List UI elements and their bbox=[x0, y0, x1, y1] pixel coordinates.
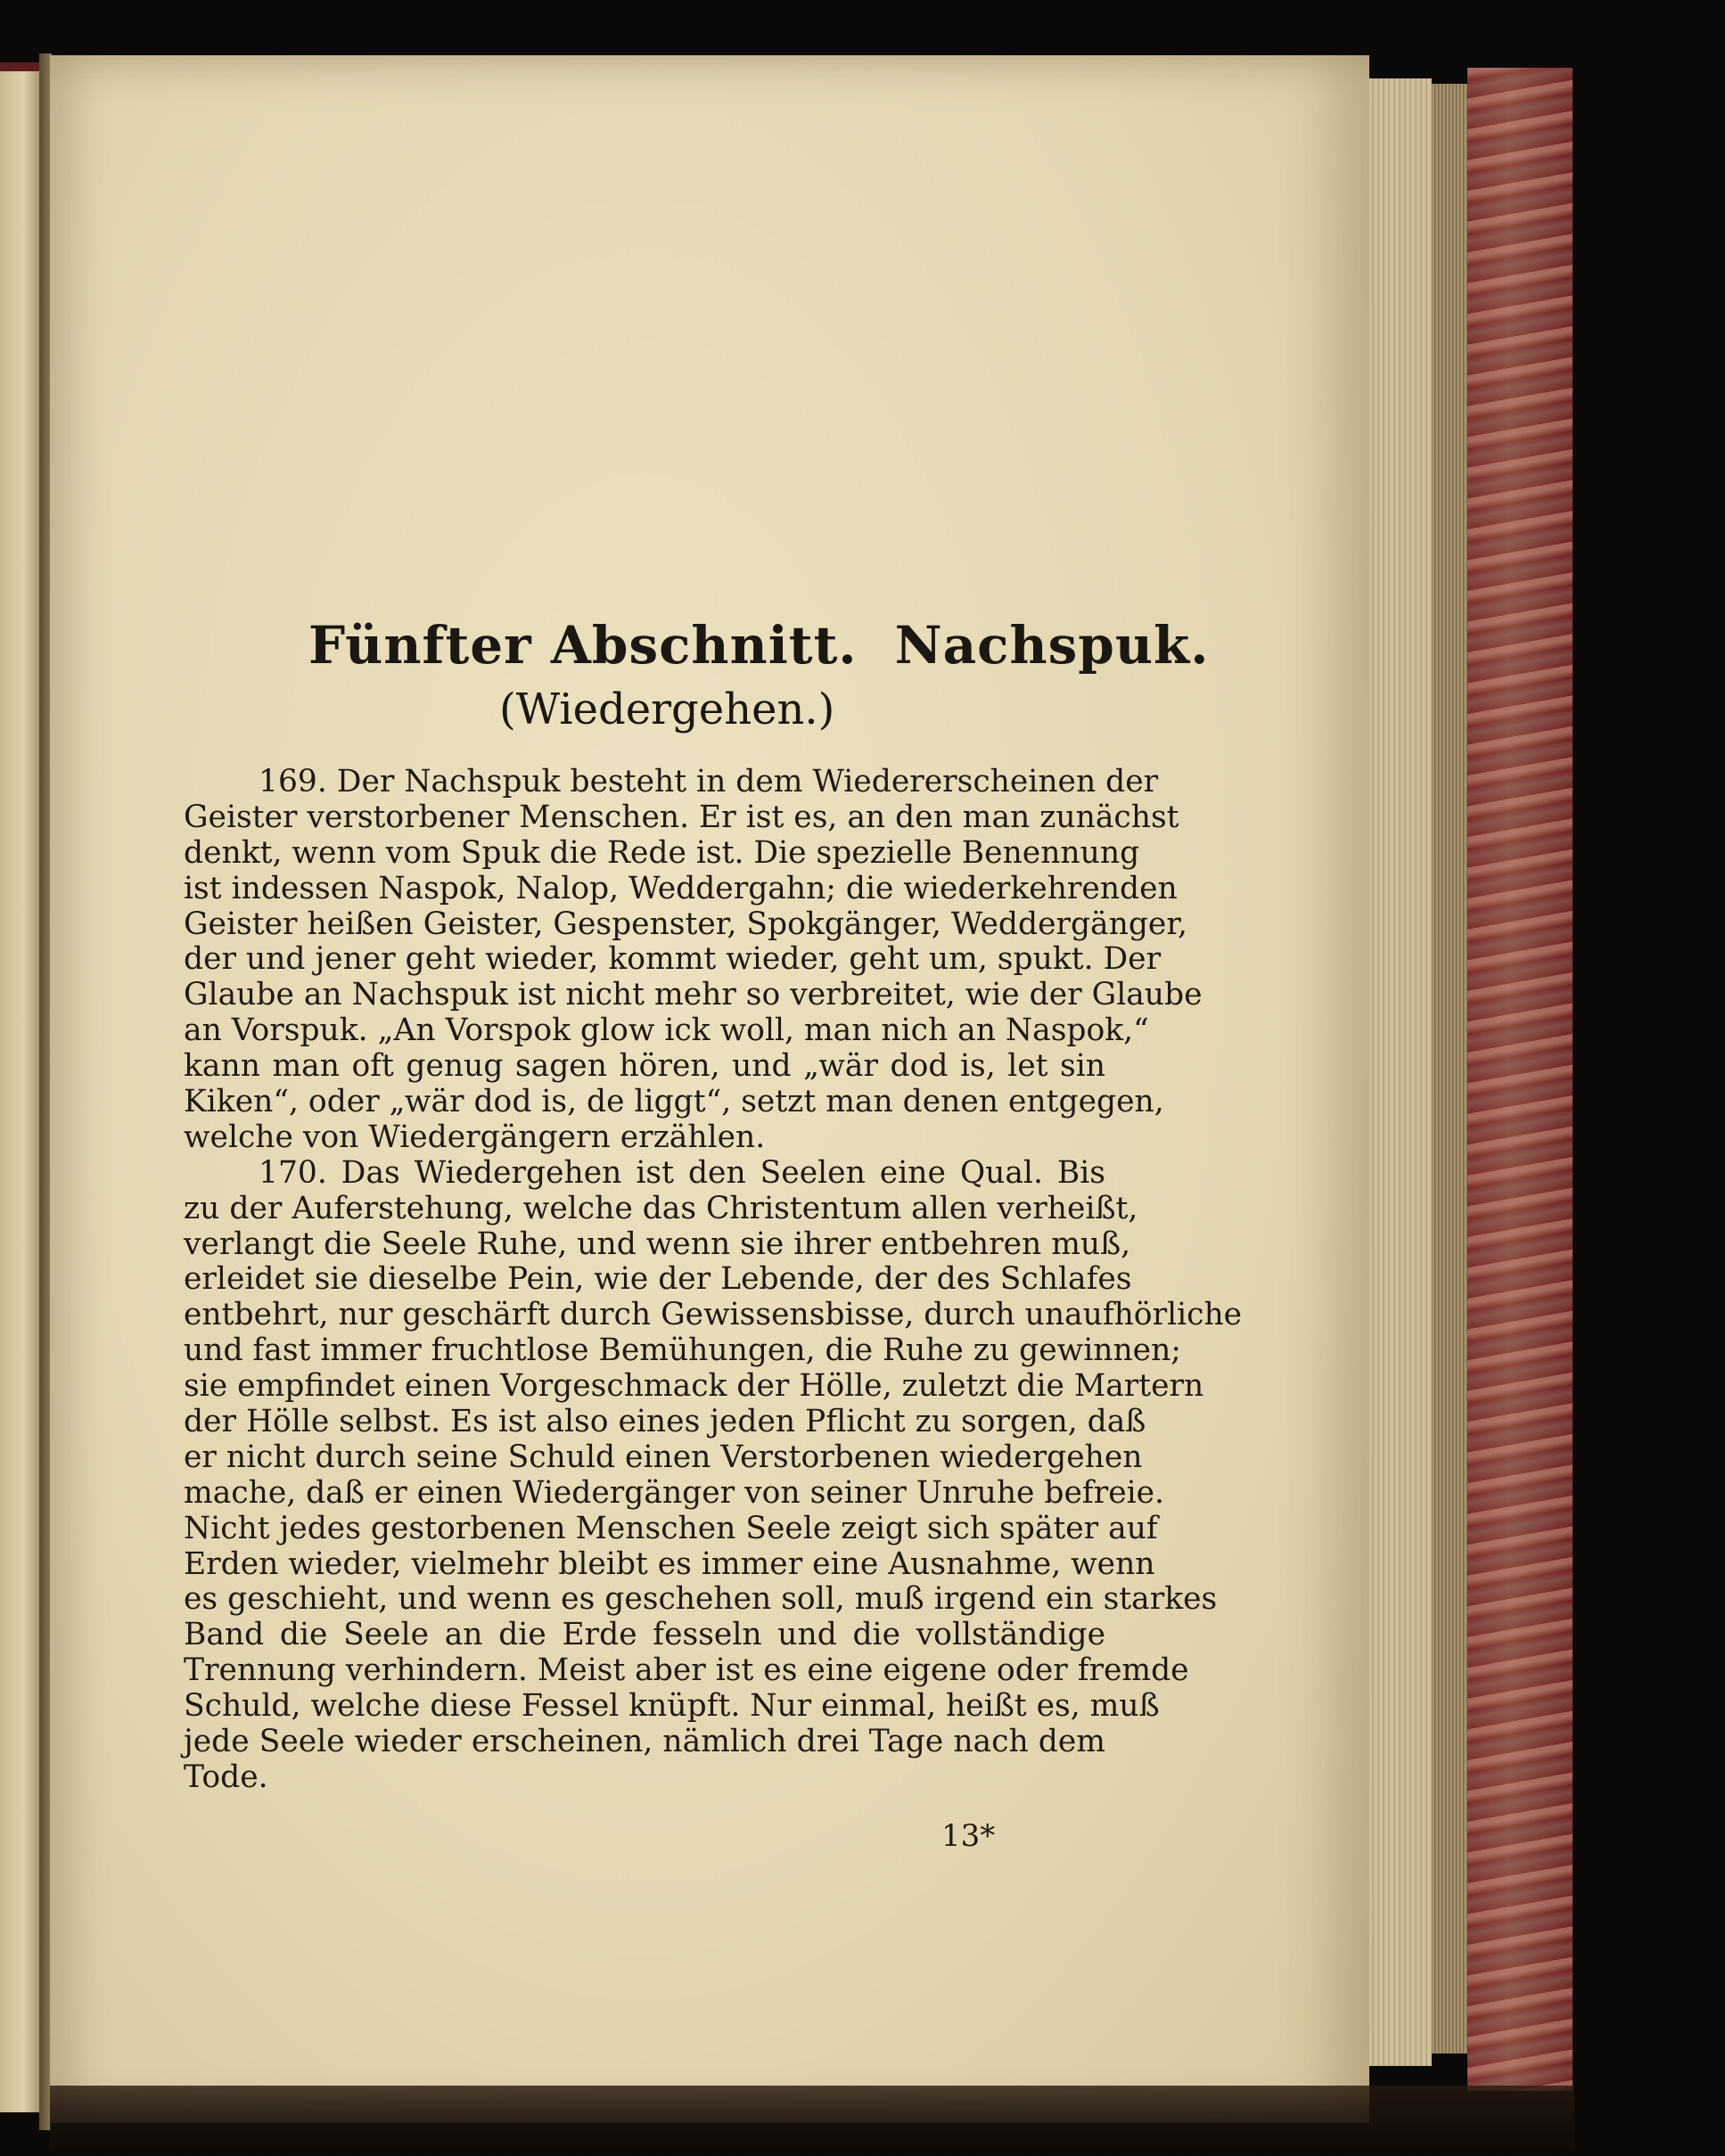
text-line: zu der Auferstehung, welche das Christentum allen verheißt, bbox=[184, 1190, 1138, 1226]
page-edges bbox=[1432, 84, 1467, 2054]
text-line: ist indessen Naspok, Nalop, Weddergahn; die wiederkehrenden bbox=[184, 870, 1178, 906]
text-line: 170. Das Wiedergehen ist den Seelen eine Qual. Bis bbox=[259, 1154, 1105, 1191]
text-line: der Hölle selbst. Es ist also eines jeden Pflicht zu sorgen, daß bbox=[184, 1404, 1146, 1440]
text-line: kann man oft genug sagen hören, und „wär dod is, let sin bbox=[184, 1048, 1105, 1085]
text-line: Geister verstorbener Menschen. Er ist es, an den man zunächst bbox=[184, 799, 1179, 835]
bottom-shadow bbox=[50, 2086, 1574, 2156]
section-subtitle: (Wiedergehen.) bbox=[499, 685, 835, 734]
section-label: Fünfter Abschnitt. bbox=[308, 615, 858, 676]
marbled-cover-board bbox=[1467, 68, 1573, 2091]
text-line: Geister heißen Geister, Gespenster, Spokgänger, Weddergänger, bbox=[184, 906, 1188, 942]
text-line: jede Seele wieder erscheinen, nämlich drei Tage nach dem bbox=[184, 1724, 1105, 1760]
text-line: Schuld, welche diese Fessel knüpft. Nur einmal, heißt es, muß bbox=[184, 1688, 1160, 1725]
text-line: Band die Seele an die Erde fesseln und die vollständige bbox=[184, 1617, 1105, 1653]
text-line: es geschieht, und wenn es geschehen soll, muß irgend ein starkes bbox=[184, 1581, 1218, 1618]
body-text bbox=[184, 764, 1243, 1796]
text-line: entbehrt, nur geschärft durch Gewissensbisse, durch unaufhörliche bbox=[184, 1297, 1243, 1333]
section-title: Nachspuk. bbox=[894, 615, 1210, 676]
text-line: 169. Der Nachspuk besteht in dem Wiedererscheinen der bbox=[259, 764, 1159, 799]
text-line: sie empfindet einen Vorgeschmack der Hölle, zuletzt die Martern bbox=[184, 1368, 1204, 1405]
page-stack bbox=[1369, 78, 1432, 2066]
text-line: Trennung verhindern. Meist aber ist es eine eigene oder fremde bbox=[184, 1652, 1189, 1689]
text-line: an Vorspuk. „An Vorspok glow ick woll, man nich an Naspok,“ bbox=[184, 1012, 1149, 1049]
text-line: Glaube an Nachspuk ist nicht mehr so verbreitet, wie der Glaube bbox=[184, 977, 1203, 1013]
left-page-edge bbox=[0, 71, 39, 2112]
text-line: mache, daß er einen Wiedergänger von seiner Unruhe befreie. bbox=[184, 1474, 1165, 1511]
text-line: erleidet sie dieselbe Pein, wie der Lebende, der des Schlafes bbox=[184, 1261, 1132, 1298]
section-heading bbox=[308, 615, 1210, 676]
text-line: denkt, wenn vom Spuk die Rede ist. Die spezielle Benennung bbox=[184, 834, 1140, 871]
text-line: verlangt die Seele Ruhe, und wenn sie ihrer entbehren muß, bbox=[184, 1226, 1131, 1262]
text-line: und fast immer fruchtlose Bemühungen, die Ruhe zu gewinnen; bbox=[184, 1332, 1181, 1369]
text-line: Erden wieder, vielmehr bleibt es immer eine Ausnahme, wenn bbox=[184, 1545, 1155, 1582]
text-line: er nicht durch seine Schuld einen Verstorbenen wiedergehen bbox=[184, 1439, 1143, 1475]
text-line: der und jener geht wieder, kommt wieder, geht um, spukt. Der bbox=[184, 941, 1162, 978]
text-line: Nicht jedes gestorbenen Menschen Seele zeigt sich später auf bbox=[184, 1510, 1158, 1546]
text-line: Tode. bbox=[184, 1758, 268, 1795]
text-line: welche von Wiedergängern erzählen. bbox=[184, 1119, 766, 1155]
page-number: 13* bbox=[941, 1818, 996, 1854]
text-line: Kiken“, oder „wär dod is, de liggt“, setzt man denen entgegen, bbox=[184, 1084, 1164, 1120]
